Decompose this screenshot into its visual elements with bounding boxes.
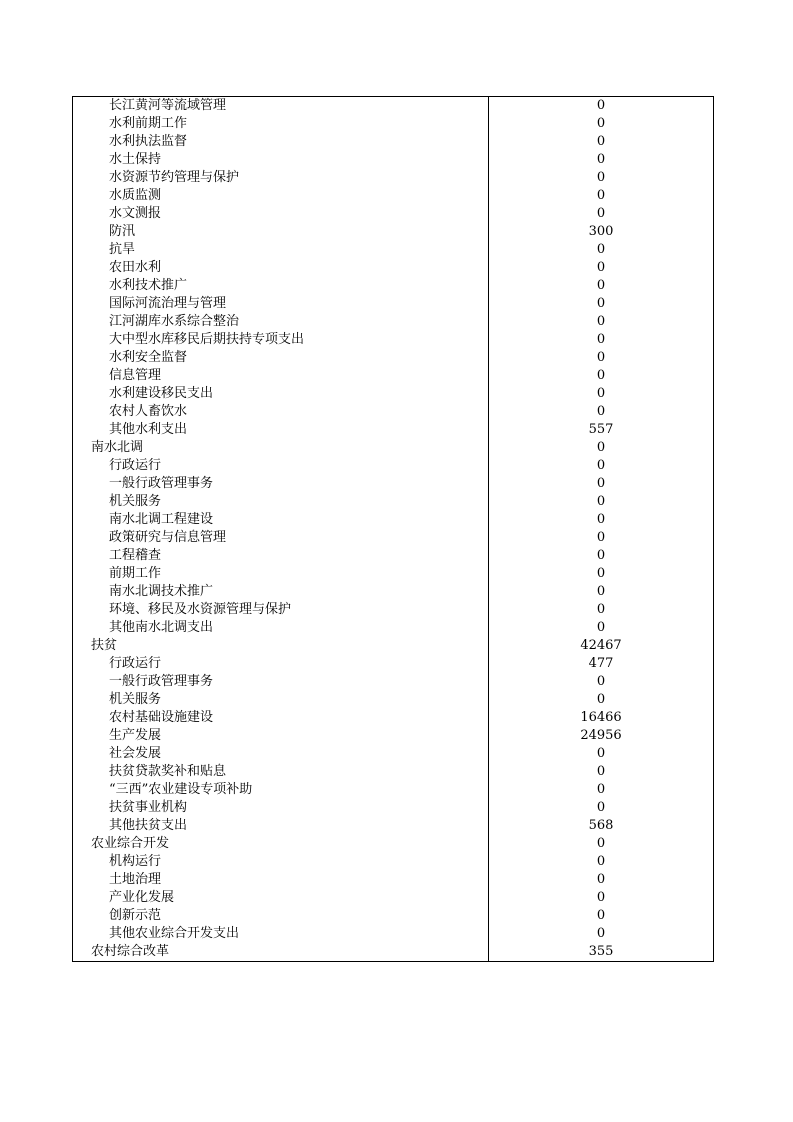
row-item-name: 抗旱 <box>73 241 489 259</box>
table-row <box>73 763 714 781</box>
row-item-name: 水质监测 <box>73 187 489 205</box>
table-row <box>73 457 714 475</box>
table-row <box>73 745 714 763</box>
row-item-name: 国际河流治理与管理 <box>73 295 489 313</box>
row-item-amount: 0 <box>489 457 714 475</box>
row-item-amount: 0 <box>489 745 714 763</box>
row-item-name: 其他农业综合开发支出 <box>73 925 489 943</box>
row-item-name: 农业综合开发 <box>73 835 489 853</box>
table-row <box>73 493 714 511</box>
row-item-name: 农村综合改革 <box>73 943 489 962</box>
row-item-amount: 0 <box>489 547 714 565</box>
table-row <box>73 709 714 727</box>
row-item-name: 大中型水库移民后期扶持专项支出 <box>73 331 489 349</box>
row-item-name: 水利技术推广 <box>73 277 489 295</box>
row-item-name: 社会发展 <box>73 745 489 763</box>
table-row <box>73 871 714 889</box>
table-row <box>73 799 714 817</box>
row-item-name: 南水北调技术推广 <box>73 583 489 601</box>
row-item-name: 机关服务 <box>73 691 489 709</box>
table-row <box>73 367 714 385</box>
row-item-amount: 0 <box>489 313 714 331</box>
table-row <box>73 349 714 367</box>
row-item-amount: 0 <box>489 673 714 691</box>
row-item-amount: 0 <box>489 439 714 457</box>
row-item-name: 行政运行 <box>73 655 489 673</box>
row-item-amount: 0 <box>489 493 714 511</box>
row-item-amount: 0 <box>489 115 714 133</box>
row-item-name: 前期工作 <box>73 565 489 583</box>
row-item-name: 创新示范 <box>73 907 489 925</box>
row-item-amount: 0 <box>489 205 714 223</box>
table-row <box>73 907 714 925</box>
row-item-name: 防汛 <box>73 223 489 241</box>
row-item-amount: 0 <box>489 871 714 889</box>
row-item-name: 水文测报 <box>73 205 489 223</box>
table-row <box>73 673 714 691</box>
row-item-amount: 0 <box>489 475 714 493</box>
row-item-amount: 0 <box>489 799 714 817</box>
row-item-amount: 0 <box>489 601 714 619</box>
row-item-amount: 0 <box>489 349 714 367</box>
table-row <box>73 925 714 943</box>
table-row <box>73 97 714 116</box>
row-item-amount: 0 <box>489 781 714 799</box>
table-row <box>73 169 714 187</box>
table-row <box>73 835 714 853</box>
row-item-name: 长江黄河等流域管理 <box>73 97 489 116</box>
table-row <box>73 655 714 673</box>
table-row <box>73 781 714 799</box>
row-item-amount: 16466 <box>489 709 714 727</box>
table-row <box>73 529 714 547</box>
row-item-name: 南水北调工程建设 <box>73 511 489 529</box>
row-item-amount: 0 <box>489 385 714 403</box>
row-item-amount: 568 <box>489 817 714 835</box>
row-item-name: 其他扶贫支出 <box>73 817 489 835</box>
table-row <box>73 187 714 205</box>
table-row <box>73 403 714 421</box>
row-item-name: 水资源节约管理与保护 <box>73 169 489 187</box>
row-item-amount: 0 <box>489 367 714 385</box>
table-row <box>73 889 714 907</box>
table-row <box>73 601 714 619</box>
table-row <box>73 151 714 169</box>
row-item-amount: 0 <box>489 151 714 169</box>
row-item-amount: 0 <box>489 277 714 295</box>
row-item-name: 扶贫 <box>73 637 489 655</box>
row-item-name: 产业化发展 <box>73 889 489 907</box>
row-item-name: 农村基础设施建设 <box>73 709 489 727</box>
row-item-name: 扶贫贷款奖补和贴息 <box>73 763 489 781</box>
row-item-name: 水土保持 <box>73 151 489 169</box>
table-row <box>73 511 714 529</box>
row-item-amount: 0 <box>489 133 714 151</box>
row-item-amount: 0 <box>489 241 714 259</box>
table-row <box>73 295 714 313</box>
row-item-name: 水利前期工作 <box>73 115 489 133</box>
table-row <box>73 385 714 403</box>
row-item-amount: 0 <box>489 565 714 583</box>
row-item-amount: 0 <box>489 763 714 781</box>
table-row <box>73 277 714 295</box>
row-item-name: 机构运行 <box>73 853 489 871</box>
row-item-name: 扶贫事业机构 <box>73 799 489 817</box>
table-row <box>73 475 714 493</box>
row-item-amount: 0 <box>489 511 714 529</box>
table-row <box>73 241 714 259</box>
table-row <box>73 259 714 277</box>
row-item-name: 政策研究与信息管理 <box>73 529 489 547</box>
row-item-name: 信息管理 <box>73 367 489 385</box>
row-item-amount: 0 <box>489 187 714 205</box>
row-item-name: 环境、移民及水资源管理与保护 <box>73 601 489 619</box>
table-row <box>73 439 714 457</box>
row-item-amount: 0 <box>489 169 714 187</box>
table-row <box>73 205 714 223</box>
row-item-name: 机关服务 <box>73 493 489 511</box>
row-item-amount: 0 <box>489 259 714 277</box>
row-item-amount: 42467 <box>489 637 714 655</box>
row-item-amount: 0 <box>489 619 714 637</box>
budget-table-body <box>73 97 714 962</box>
table-row <box>73 223 714 241</box>
row-item-amount: 300 <box>489 223 714 241</box>
budget-table <box>72 96 714 962</box>
row-item-name: 生产发展 <box>73 727 489 745</box>
row-item-amount: 0 <box>489 907 714 925</box>
table-row <box>73 313 714 331</box>
table-row <box>73 691 714 709</box>
row-item-name: 土地治理 <box>73 871 489 889</box>
row-item-amount: 0 <box>489 583 714 601</box>
row-item-name: 南水北调 <box>73 439 489 457</box>
row-item-amount: 0 <box>489 853 714 871</box>
table-row <box>73 727 714 745</box>
row-item-amount: 24956 <box>489 727 714 745</box>
table-row <box>73 547 714 565</box>
row-item-amount: 355 <box>489 943 714 962</box>
row-item-name: 水利建设移民支出 <box>73 385 489 403</box>
table-row <box>73 943 714 962</box>
table-row <box>73 583 714 601</box>
row-item-name: 其他南水北调支出 <box>73 619 489 637</box>
row-item-name: 农村人畜饮水 <box>73 403 489 421</box>
table-row <box>73 133 714 151</box>
row-item-amount: 477 <box>489 655 714 673</box>
row-item-amount: 557 <box>489 421 714 439</box>
row-item-name: 农田水利 <box>73 259 489 277</box>
row-item-amount: 0 <box>489 295 714 313</box>
row-item-name: 一般行政管理事务 <box>73 475 489 493</box>
row-item-name: 水利安全监督 <box>73 349 489 367</box>
row-item-name: 行政运行 <box>73 457 489 475</box>
row-item-name: 一般行政管理事务 <box>73 673 489 691</box>
row-item-amount: 0 <box>489 925 714 943</box>
table-row <box>73 817 714 835</box>
row-item-name: 其他水利支出 <box>73 421 489 439</box>
row-item-amount: 0 <box>489 835 714 853</box>
table-row <box>73 331 714 349</box>
table-row <box>73 853 714 871</box>
row-item-amount: 0 <box>489 889 714 907</box>
row-item-amount: 0 <box>489 403 714 421</box>
row-item-name: 江河湖库水系综合整治 <box>73 313 489 331</box>
row-item-amount: 0 <box>489 691 714 709</box>
table-row <box>73 565 714 583</box>
table-row <box>73 421 714 439</box>
row-item-name: 工程稽查 <box>73 547 489 565</box>
table-row <box>73 637 714 655</box>
row-item-amount: 0 <box>489 331 714 349</box>
table-row <box>73 115 714 133</box>
table-row <box>73 619 714 637</box>
row-item-amount: 0 <box>489 529 714 547</box>
row-item-name: 水利执法监督 <box>73 133 489 151</box>
row-item-amount: 0 <box>489 97 714 116</box>
row-item-name: “三西”农业建设专项补助 <box>73 781 489 799</box>
